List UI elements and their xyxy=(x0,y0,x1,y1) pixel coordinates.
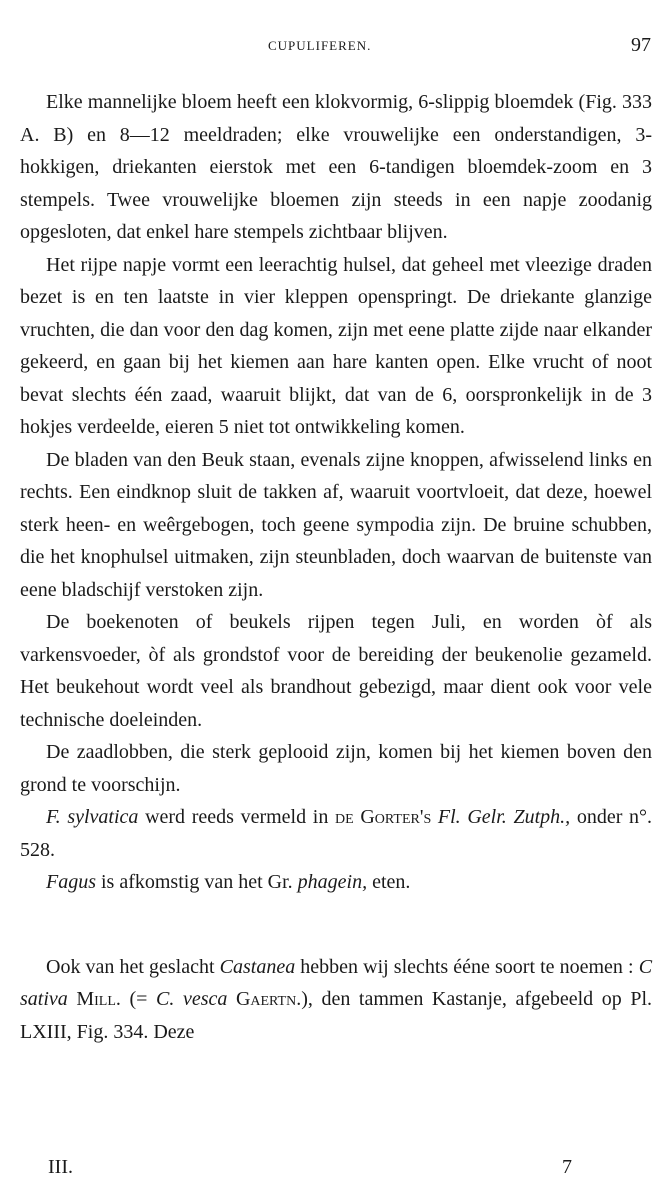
castanea-t4: ), den tammen Kastanje, afgebeeld op Pl. LXIII, Fig. 334. Deze xyxy=(20,988,653,1043)
castanea-t3: (= xyxy=(129,988,148,1010)
species-c-sativa: C sativa xyxy=(20,955,653,1010)
fagus-text: is afkomstig van het Gr. xyxy=(101,871,293,893)
synonym-c-vesca: C. vesca xyxy=(156,988,228,1010)
paragraph-sylvatica xyxy=(20,801,652,866)
page-number: 97 xyxy=(631,34,651,56)
genus-fagus: Fagus xyxy=(46,871,96,893)
paragraph-beech-leaves: De bladen van den Beuk staan, evenals zijne knoppen, afwisselend links en rechts. Een eindknop sluit de takken af, waaruit voortvloeit, dat deze, hoewel sterk heen- en weêrgebogen, toch geene sympodia zijn. De bruine schubben, die het knophulsel uitmaken, zijn steunbladen, doch waarvan de buitenste van eene bladschijf verstoken zijn. xyxy=(20,448,652,601)
page-footer xyxy=(0,1156,669,1186)
work-title: Fl. Gelr. Zutph., xyxy=(437,806,571,828)
paragraph-beechnuts: De boekenoten of beukels rijpen tegen Juli, en worden òf als varkensvoeder, òf als grondstof voor de bereiding der beukenolie gezameld. Het beukehout wordt veel als brandhout gebezigd, maar dient ook voor vele technische doeleinden. xyxy=(20,611,652,731)
sylvatica-text: werd reeds vermeld in xyxy=(145,806,329,828)
paragraph-ripe-cupule: Het rijpe napje vormt een leerachtig hulsel, dat geheel met vleezige draden bezet is en ten laatste in vier kleppen openspringt. De driekante glanzige vruchten, die dan voor den dag komen, zijn met eene platte zijde naar elkander gekeerd, en gaan bij het kiemen aan hare kanten open. Elke vrucht of noot bevat slechts één zaad, waaruit blijkt, dat van de 6, oorspronkelijk in de 3 hokjes verdeelde, eieren 5 niet tot ontwikkeling komen. xyxy=(20,253,652,438)
castanea-t2: hebben wij slechts ééne soort te noemen : xyxy=(300,955,634,978)
species-name: sylvatica xyxy=(67,806,139,828)
body-text xyxy=(20,86,652,1048)
paragraph-cotyledons: De zaadlobben, die sterk geplooid zijn, komen bij het kiemen boven den grond te voorschijn. xyxy=(20,741,652,796)
fagus-end: eten. xyxy=(372,871,411,893)
greek-word: phagein, xyxy=(297,871,368,893)
paragraph-male-flower: Elke mannelijke bloem heeft een klokvormig, 6-slippig bloemdek (Fig. 333 A. B) en 8—12 meeldraden; elke vrouwelijke een onderstandigen, 3-hokkigen, driekanten eierstok met een 6-tandigen bloemdek-zoom en 3 stempels. Twee vrouwelijke bloemen zijn steeds in een napje zoodanig opgesloten, dat enkel hare stempels zichtbaar blijven. xyxy=(20,91,652,243)
genus-castanea: Castanea xyxy=(219,955,296,978)
running-title: CUPULIFEREN. xyxy=(268,38,372,53)
author-gaertn: Gaertn. xyxy=(235,988,302,1010)
section-gap xyxy=(20,899,652,951)
genus-abbrev: F. xyxy=(46,806,61,828)
sylvatica-end: onder n°. 528. xyxy=(20,806,653,861)
signature-number: 7 xyxy=(562,1156,572,1178)
page-header xyxy=(0,34,669,58)
signature-mark: III. xyxy=(48,1156,73,1178)
paragraph-fagus-etymology xyxy=(20,866,652,899)
author-name: de Gorter's xyxy=(335,806,432,828)
castanea-t1: Ook van het geslacht xyxy=(46,955,215,978)
paragraph-castanea xyxy=(20,951,652,1049)
author-mill: Mill. xyxy=(76,988,121,1010)
